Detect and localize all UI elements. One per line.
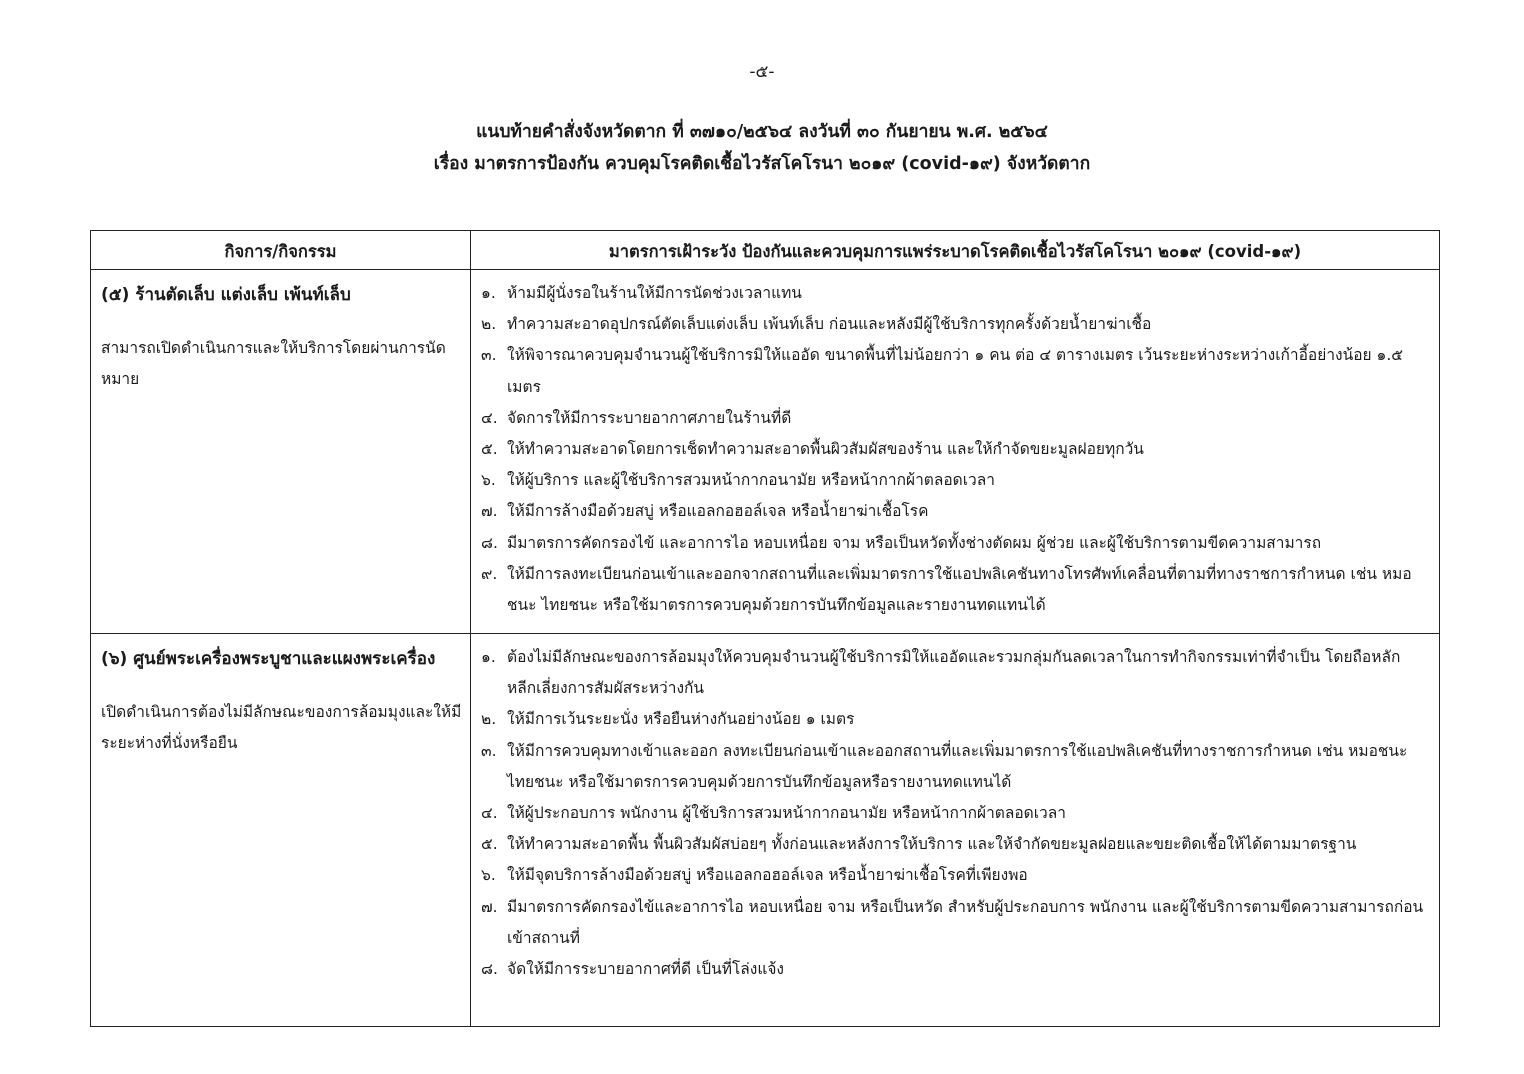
item-number: ๕. [481,440,498,459]
item-text: มีมาตรการคัดกรองไข้ และอาการไอ หอบเหนื่อย จาม หรือเป็นหวัดทั้งช่างตัดผม ผู้ช่วย และผู้ใช้บริการตามขีดความสามารถ [507,533,1322,552]
item-number: ๔. [481,804,498,823]
list-item [481,829,1429,860]
list-item [481,954,1429,985]
list-item [481,892,1429,954]
item-number: ๒. [481,710,497,729]
list-item [481,309,1429,340]
business-description: สามารถเปิดดำเนินการและให้บริการโดยผ่านการนัดหมาย [101,339,446,388]
header-order-line: แนบท้ายคำสั่งจังหวัดตาก ที่ ๓๗๑๐/๒๕๖๔ ลงวันที่ ๓๐ กันยายน พ.ศ. ๒๕๖๔ [476,122,1048,142]
item-number: ๔. [481,408,498,427]
list-item [481,434,1429,465]
item-text: มีมาตรการคัดกรองไข้และอาการไอ หอบเหนื่อย จาม หรือเป็นหวัด สำหรับผู้ประกอบการ พนักงาน และผู้ใช้บริการตามขีดความสามารถก่อนเข้าสถานที่ [507,897,1424,947]
column-header-business: กิจการ/กิจกรรม [91,231,471,269]
business-title: (๖) ศูนย์พระเครื่องพระบูชาและแผงพระเครื่อง [101,649,436,669]
list-item [481,559,1429,621]
item-text: จัดการให้มีการระบายอากาศภายในร้านที่ดี [507,408,792,427]
business-title: (๕) ร้านตัดเล็บ แต่งเล็บ เพ้นท์เล็บ [101,285,351,305]
item-text: ให้มีการเว้นระยะนั่ง หรือยืนห่างกันอย่างน้อย ๑ เมตร [507,710,855,729]
list-item [481,704,1429,735]
list-item [481,278,1429,309]
list-item [481,340,1429,402]
list-item [481,642,1429,704]
item-number: ๘. [481,960,498,979]
item-number: ๙. [481,564,498,583]
item-number: ๒. [481,315,497,334]
table-header-row [91,231,1439,269]
business-cell [91,270,471,633]
business-description: เปิดดำเนินการต้องไม่มีลักษณะของการล้อมมุงและให้มีระยะห่างที่นั่งหรือยืน [101,703,462,752]
list-item [481,860,1429,891]
item-text: ให้ทำความสะอาดพื้น พื้นผิวสัมผัสบ่อยๆ ทั้งก่อนและหลังการให้บริการ และให้จำกัดขยะมูลฝอยและขยะติดเชื้อให้ได้ตามมาตรฐาน [507,835,1357,854]
list-item [481,465,1429,496]
item-text: ให้มีจุดบริการล้างมือด้วยสบู่ หรือแอลกอฮอล์เจล หรือน้ำยาฆ่าเชื้อโรคที่เพียงพอ [507,866,1028,885]
item-number: ๗. [481,897,498,916]
column-header-measures: มาตรการเฝ้าระวัง ป้องกันและควบคุมการแพร่ระบาดโรคติดเชื้อไวรัสโคโรนา ๒๐๑๙ (covid-๑๙) [608,242,1302,261]
document-header [0,116,1524,180]
list-item [481,528,1429,559]
item-number: ๕. [481,835,498,854]
table-row [91,633,1439,1026]
item-number: ๖. [481,866,496,885]
item-text: ให้พิจารณาควบคุมจำนวนผู้ใช้บริการมิให้แออัด ขนาดพื้นที่ไม่น้อยกว่า ๑ คน ต่อ ๔ ตารางเมตร เว้นระยะห่างระหว่างเก้าอี้อย่างน้อย ๑.๕ เมตร [507,346,1404,396]
item-number: ๑. [481,648,496,666]
page-number: -๕- [749,62,775,82]
measures-cell [471,270,1439,633]
item-text: ให้มีการควบคุมทางเข้าและออก ลงทะเบียนก่อนเข้าและออกสถานที่และเพิ่มมาตรการใช้แอปพลิเคชันที่ทางราชการกำหนด เช่น หมอชนะ ไทยชนะ หรือใช้มาตรการควบคุมด้วยการบันทึกข้อมูลหรือรายงานทดแทนได้ [507,741,1408,791]
item-text: ห้ามมีผู้นั่งรอในร้านให้มีการนัดช่วงเวลาแทน [507,284,802,302]
list-item [481,798,1429,829]
item-number: ๓. [481,741,497,760]
item-text: ทำความสะอาดอุปกรณ์ตัดเล็บแต่งเล็บ เพ้นท์เล็บ ก่อนและหลังมีผู้ใช้บริการทุกครั้งด้วยน้ำยาฆ่าเชื้อ [507,315,1152,334]
item-text: ให้ผู้บริการ และผู้ใช้บริการสวมหน้ากากอนามัย หรือหน้ากากผ้าตลอดเวลา [507,471,995,490]
measures-cell [471,634,1439,1026]
item-number: ๘. [481,533,498,552]
list-item [481,496,1429,527]
business-cell [91,634,471,1026]
item-text: ให้มีการลงทะเบียนก่อนเข้าและออกจากสถานที่และเพิ่มมาตรการใช้แอปพลิเคชันทางโทรศัพท์เคลื่อนที่ตามที่ทางราชการกำหนด เช่น หมอชนะ ไทยชนะ หรือใช้มาตรการควบคุมด้วยการบันทึกข้อมูลและรายงานทดแทนได้ [507,564,1412,615]
item-text: จัดให้มีการระบายอากาศที่ดี เป็นที่โล่งแจ้ง [507,960,784,979]
list-item [481,736,1429,798]
item-text: ต้องไม่มีลักษณะของการล้อมมุงให้ควบคุมจำนวนผู้ใช้บริการมิให้แออัดและรวมกลุ่มกันลดเวลาในการทำกิจกรรมเท่าที่จำเป็น โดยถือหลักหลีกเลี่ยงการสัมผัสระหว่างกัน [507,648,1401,698]
table-row [91,269,1439,633]
item-text: ให้มีการล้างมือด้วยสบู่ หรือแอลกอฮอล์เจล หรือน้ำยาฆ่าเชื้อโรค [507,502,929,521]
header-subject-line: เรื่อง มาตรการป้องกัน ควบคุมโรคติดเชื้อไวรัสโคโรนา ๒๐๑๙ (covid-๑๙) จังหวัดตาก [433,154,1091,174]
item-number: ๑. [481,284,496,302]
item-number: ๓. [481,346,497,365]
item-number: ๖. [481,471,496,490]
measures-table [90,230,1440,1027]
item-text: ให้ทำความสะอาดโดยการเช็ดทำความสะอาดพื้นผิวสัมผัสของร้าน และให้กำจัดขยะมูลฝอยทุกวัน [507,440,1144,459]
list-item [481,403,1429,434]
item-text: ให้ผู้ประกอบการ พนักงาน ผู้ใช้บริการสวมหน้ากากอนามัย หรือหน้ากากผ้าตลอดเวลา [507,804,1066,823]
item-number: ๗. [481,502,498,521]
